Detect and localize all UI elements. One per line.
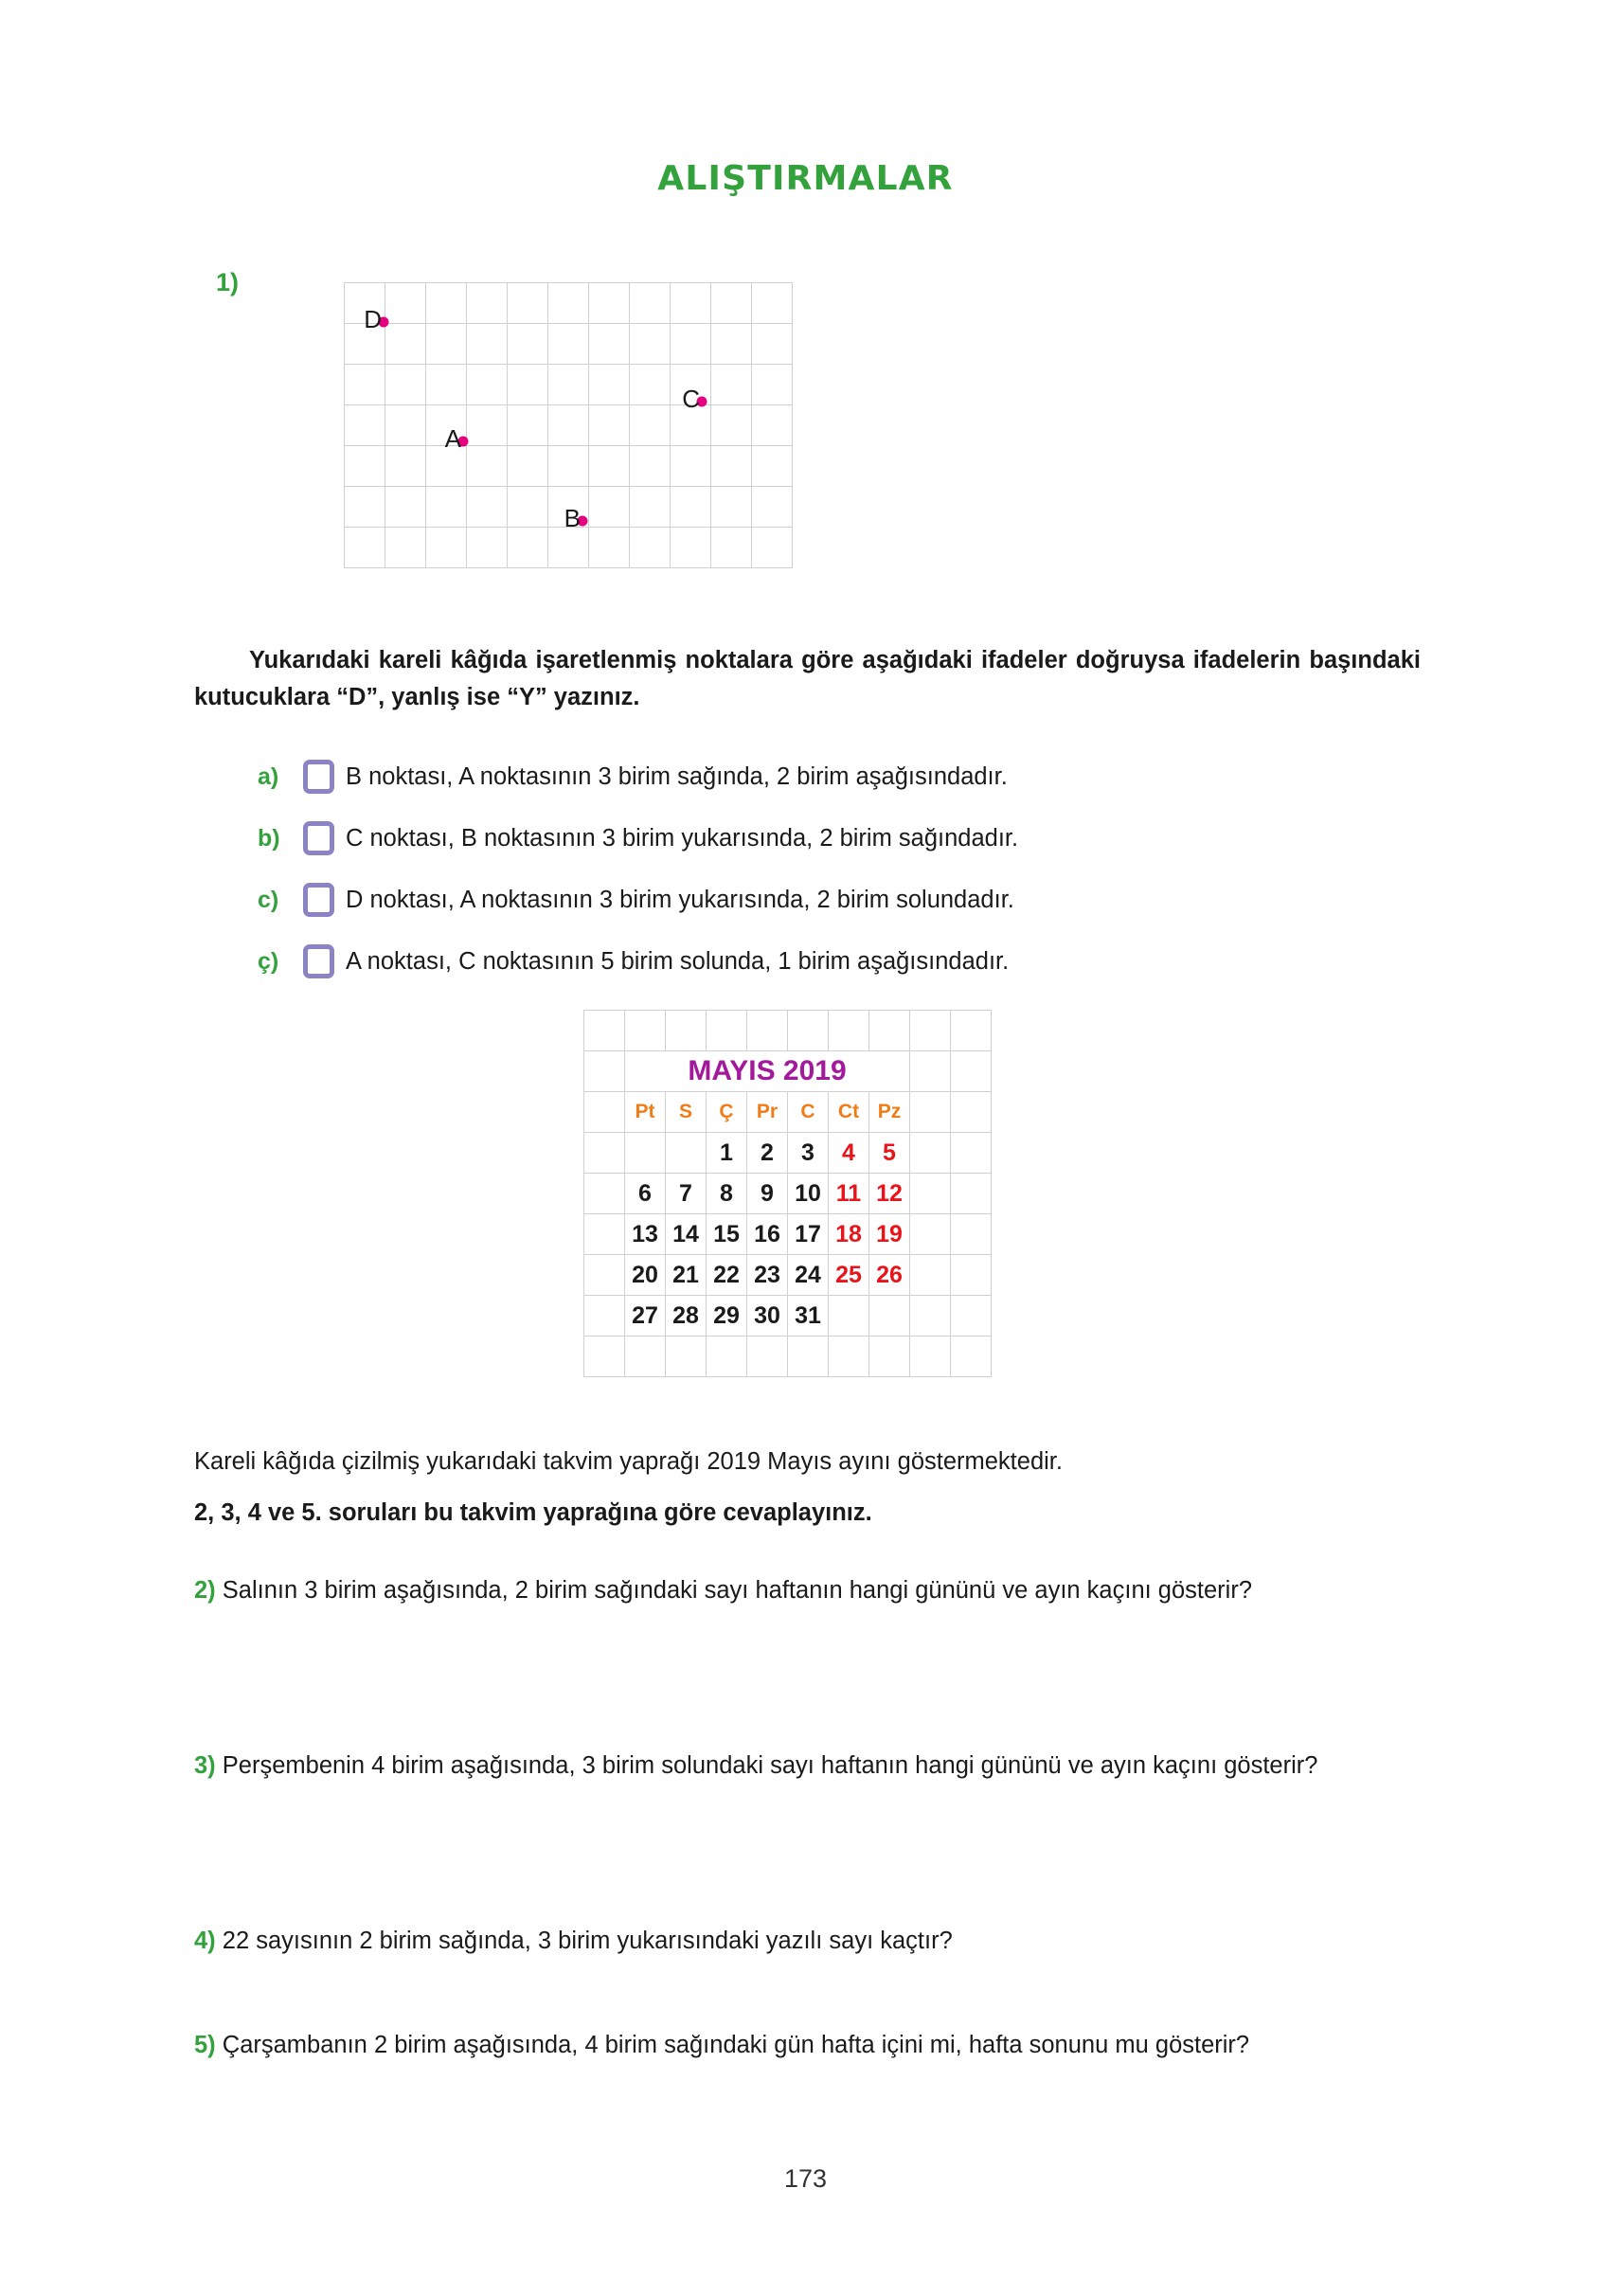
calendar-cell — [788, 1011, 829, 1051]
calendar-note-bold: 2, 3, 4 ve 5. soruları bu takvim yaprağına göre cevaplayınız. — [194, 1499, 872, 1526]
point-grid-figure — [344, 282, 793, 568]
grid-cell — [508, 324, 548, 365]
calendar-date-cell: 15 — [707, 1214, 747, 1255]
calendar-date-cell: 18 — [829, 1214, 869, 1255]
calendar-cell — [584, 1296, 625, 1336]
calendar-cell — [951, 1296, 992, 1336]
calendar-cell — [869, 1296, 910, 1336]
calendar-cell — [951, 1011, 992, 1051]
grid-cell — [752, 365, 793, 405]
statement-answer-checkbox[interactable] — [303, 821, 334, 855]
statement-letter: a) — [258, 762, 279, 790]
grid-cell — [711, 528, 752, 568]
calendar-cell — [829, 1011, 869, 1051]
calendar-cell — [584, 1051, 625, 1092]
grid-cell — [752, 528, 793, 568]
calendar-date-cell: 3 — [788, 1133, 829, 1174]
question-5-text: Çarşambanın 2 birim aşağısında, 4 birim sağındaki gün hafta içini mi, hafta sonunu mu gösterir? — [222, 2032, 1250, 2058]
grid-cell — [345, 365, 385, 405]
calendar-row — [584, 1011, 992, 1051]
grid-cell — [752, 324, 793, 365]
grid-row — [345, 283, 793, 324]
calendar-cell — [584, 1092, 625, 1133]
calendar-date-cell: 5 — [869, 1133, 910, 1174]
grid-cell — [508, 528, 548, 568]
grid-cell — [752, 446, 793, 487]
question-2 — [152, 1572, 1425, 1610]
grid-cell — [345, 528, 385, 568]
calendar-date-cell: 13 — [625, 1214, 666, 1255]
grid-cell — [508, 487, 548, 528]
grid-cell — [345, 405, 385, 446]
grid-cell — [711, 365, 752, 405]
grid-cell — [508, 446, 548, 487]
calendar-cell — [707, 1336, 747, 1377]
calendar-cell — [910, 1051, 951, 1092]
calendar-date-cell: 14 — [666, 1214, 707, 1255]
calendar-cell — [910, 1336, 951, 1377]
grid-row — [345, 446, 793, 487]
calendar-cell — [951, 1336, 992, 1377]
grid-cell — [589, 405, 630, 446]
calendar-cell — [747, 1336, 788, 1377]
calendar-row — [584, 1255, 992, 1296]
calendar-date-cell: 26 — [869, 1255, 910, 1296]
calendar-cell — [869, 1336, 910, 1377]
calendar-cell — [951, 1051, 992, 1092]
grid-cell — [508, 405, 548, 446]
calendar-date-cell: 6 — [625, 1174, 666, 1214]
calendar-date-cell: 20 — [625, 1255, 666, 1296]
grid-cell — [671, 487, 711, 528]
calendar-date-cell: 4 — [829, 1133, 869, 1174]
statement-answer-checkbox[interactable] — [303, 883, 334, 917]
grid-cell — [589, 283, 630, 324]
calendar-date-cell: 8 — [707, 1174, 747, 1214]
calendar-note: Kareli kâğıda çizilmiş yukarıdaki takvim yaprağı 2019 Mayıs ayını göstermektedir. — [194, 1448, 1063, 1475]
grid-cell — [548, 446, 589, 487]
calendar-row — [584, 1336, 992, 1377]
calendar-cell — [747, 1011, 788, 1051]
grid-point-label-d: D — [364, 305, 382, 333]
calendar-cell — [951, 1133, 992, 1174]
statement-text: A noktası, C noktasının 5 birim solunda, 1 birim aşağısındadır. — [346, 947, 1010, 975]
grid-cell — [548, 365, 589, 405]
calendar-row — [584, 1092, 992, 1133]
statement-text: C noktası, B noktasının 3 birim yukarısında, 2 birim sağındadır. — [346, 824, 1019, 852]
calendar-date-cell: 27 — [625, 1296, 666, 1336]
calendar-day-header: C — [788, 1092, 829, 1133]
grid-row — [345, 405, 793, 446]
grid-row — [345, 324, 793, 365]
calendar-cell — [584, 1174, 625, 1214]
calendar-date-cell: 22 — [707, 1255, 747, 1296]
grid-cell — [385, 283, 426, 324]
grid-cell — [671, 528, 711, 568]
grid-cell — [385, 446, 426, 487]
statement-text: B noktası, A noktasının 3 birim sağında, 2 birim aşağısındadır. — [346, 762, 1008, 790]
grid-cell — [752, 283, 793, 324]
calendar-date-cell: 24 — [788, 1255, 829, 1296]
grid-cell — [385, 324, 426, 365]
grid-cell — [589, 528, 630, 568]
calendar-cell — [951, 1255, 992, 1296]
statement-row — [258, 938, 1018, 985]
calendar-date-cell: 16 — [747, 1214, 788, 1255]
statement-list — [258, 753, 1018, 999]
calendar-cell — [584, 1255, 625, 1296]
calendar-cell — [910, 1092, 951, 1133]
calendar-cell — [951, 1092, 992, 1133]
grid-cell — [630, 283, 671, 324]
grid-point-label-b: B — [564, 504, 581, 532]
question-3-text: Perşembenin 4 birim aşağısında, 3 birim solundaki sayı haftanın hangi gününü ve ayın kaçını gösterir? — [222, 1752, 1318, 1779]
calendar-date-cell: 9 — [747, 1174, 788, 1214]
calendar-row — [584, 1296, 992, 1336]
calendar-day-header: Pr — [747, 1092, 788, 1133]
calendar-day-header: Ct — [829, 1092, 869, 1133]
statement-letter: b) — [258, 824, 280, 852]
grid-cell — [589, 365, 630, 405]
calendar-cell — [584, 1214, 625, 1255]
grid-cell — [385, 365, 426, 405]
grid-cell — [548, 324, 589, 365]
grid-point-label-a: A — [444, 424, 461, 453]
calendar-date-cell: 17 — [788, 1214, 829, 1255]
calendar-cell — [910, 1255, 951, 1296]
statement-answer-checkbox[interactable] — [303, 944, 334, 978]
calendar-cell — [829, 1296, 869, 1336]
calendar-cell — [910, 1296, 951, 1336]
grid-point-label-c: C — [682, 385, 700, 413]
question-4 — [152, 1923, 1425, 1961]
calendar-date-cell: 25 — [829, 1255, 869, 1296]
statement-answer-checkbox[interactable] — [303, 760, 334, 794]
calendar-row — [584, 1051, 992, 1092]
calendar-cell — [707, 1011, 747, 1051]
calendar-date-cell: 7 — [666, 1174, 707, 1214]
calendar-date-cell: 1 — [707, 1133, 747, 1174]
grid-row — [345, 365, 793, 405]
question-4-number: 4) — [194, 1928, 216, 1954]
statement-row — [258, 876, 1018, 924]
calendar-cell — [910, 1214, 951, 1255]
statement-row — [258, 815, 1018, 862]
grid-cell — [385, 528, 426, 568]
calendar-cell — [910, 1011, 951, 1051]
calendar-cell — [666, 1336, 707, 1377]
question-2-number: 2) — [194, 1577, 216, 1604]
calendar-cell — [666, 1011, 707, 1051]
calendar-cell — [625, 1011, 666, 1051]
grid-cell — [548, 405, 589, 446]
calendar-cell — [584, 1336, 625, 1377]
page-number: 173 — [783, 2164, 828, 2193]
grid-cell — [385, 405, 426, 446]
calendar-date-cell: 31 — [788, 1296, 829, 1336]
calendar-cell — [910, 1174, 951, 1214]
grid-cell — [426, 365, 467, 405]
grid-cell — [508, 283, 548, 324]
grid-cell — [548, 283, 589, 324]
grid-cell — [630, 405, 671, 446]
grid-cell — [589, 324, 630, 365]
calendar-cell — [625, 1336, 666, 1377]
question-3-number: 3) — [194, 1752, 216, 1779]
calendar-row — [584, 1174, 992, 1214]
grid-cell — [630, 446, 671, 487]
grid-cell — [467, 528, 508, 568]
calendar-date-cell: 23 — [747, 1255, 788, 1296]
calendar-date-cell: 30 — [747, 1296, 788, 1336]
grid-cell — [589, 487, 630, 528]
calendar-title: MAYIS 2019 — [625, 1051, 910, 1092]
grid-cell — [630, 324, 671, 365]
calendar-cell — [951, 1174, 992, 1214]
calendar-date-cell: 11 — [829, 1174, 869, 1214]
calendar-row — [584, 1214, 992, 1255]
grid-cell — [467, 324, 508, 365]
grid-cell — [711, 324, 752, 365]
calendar-cell — [584, 1133, 625, 1174]
question-5 — [152, 2027, 1425, 2065]
question-1-instruction: Yukarıdaki kareli kâğıda işaretlenmiş noktalara göre aşağıdaki ifadeler doğruysa ifadelerin başındaki kutucuklara “D”, yanlış ise “Y” yazınız. — [194, 647, 1421, 710]
question-1-number: 1) — [216, 268, 240, 296]
calendar-figure — [583, 1010, 992, 1377]
statement-text: D noktası, A noktasının 3 birim yukarısında, 2 birim solundadır. — [346, 886, 1014, 913]
calendar-cell — [584, 1011, 625, 1051]
calendar-grid — [583, 1010, 992, 1377]
calendar-cell — [829, 1336, 869, 1377]
question-5-number: 5) — [194, 2032, 216, 2058]
calendar-cell — [625, 1133, 666, 1174]
calendar-row — [584, 1133, 992, 1174]
calendar-date-cell: 29 — [707, 1296, 747, 1336]
grid-cell — [426, 528, 467, 568]
calendar-date-cell: 10 — [788, 1174, 829, 1214]
grid-cell — [467, 405, 508, 446]
calendar-cell — [666, 1133, 707, 1174]
grid-cell — [630, 487, 671, 528]
statement-letter: c) — [258, 886, 279, 913]
calendar-day-header: Pt — [625, 1092, 666, 1133]
calendar-day-header: S — [666, 1092, 707, 1133]
grid-cell — [752, 405, 793, 446]
calendar-cell — [910, 1133, 951, 1174]
grid-cell — [711, 283, 752, 324]
grid-cell — [508, 365, 548, 405]
grid-cell — [467, 365, 508, 405]
page-title: ALIŞTIRMALAR — [657, 159, 954, 198]
statement-letter: ç) — [258, 947, 279, 975]
calendar-cell — [788, 1336, 829, 1377]
calendar-cell — [869, 1011, 910, 1051]
grid-cell — [467, 487, 508, 528]
calendar-day-header: Ç — [707, 1092, 747, 1133]
grid-cell — [589, 446, 630, 487]
grid-cell — [630, 528, 671, 568]
grid-cell — [711, 446, 752, 487]
grid-cell — [711, 405, 752, 446]
grid-cell — [385, 487, 426, 528]
calendar-date-cell: 12 — [869, 1174, 910, 1214]
calendar-date-cell: 21 — [666, 1255, 707, 1296]
calendar-cell — [951, 1214, 992, 1255]
grid-cell — [345, 487, 385, 528]
grid-cell — [671, 446, 711, 487]
statement-row — [258, 753, 1018, 800]
grid-cell — [467, 283, 508, 324]
grid-cell — [426, 324, 467, 365]
grid-cell — [345, 446, 385, 487]
question-2-text: Salının 3 birim aşağısında, 2 birim sağındaki sayı haftanın hangi gününü ve ayın kaçını gösterir? — [222, 1577, 1253, 1604]
calendar-date-cell: 2 — [747, 1133, 788, 1174]
grid-cell — [630, 365, 671, 405]
grid-cell — [467, 446, 508, 487]
grid-cell — [671, 324, 711, 365]
grid-cell — [752, 487, 793, 528]
grid-cell — [426, 487, 467, 528]
question-3 — [152, 1748, 1425, 1785]
grid-cell — [711, 487, 752, 528]
calendar-date-cell: 28 — [666, 1296, 707, 1336]
grid-cell — [671, 283, 711, 324]
grid-cell — [426, 283, 467, 324]
question-4-text: 22 sayısının 2 birim sağında, 3 birim yukarısındaki yazılı sayı kaçtır? — [222, 1928, 953, 1954]
calendar-day-header: Pz — [869, 1092, 910, 1133]
calendar-date-cell: 19 — [869, 1214, 910, 1255]
